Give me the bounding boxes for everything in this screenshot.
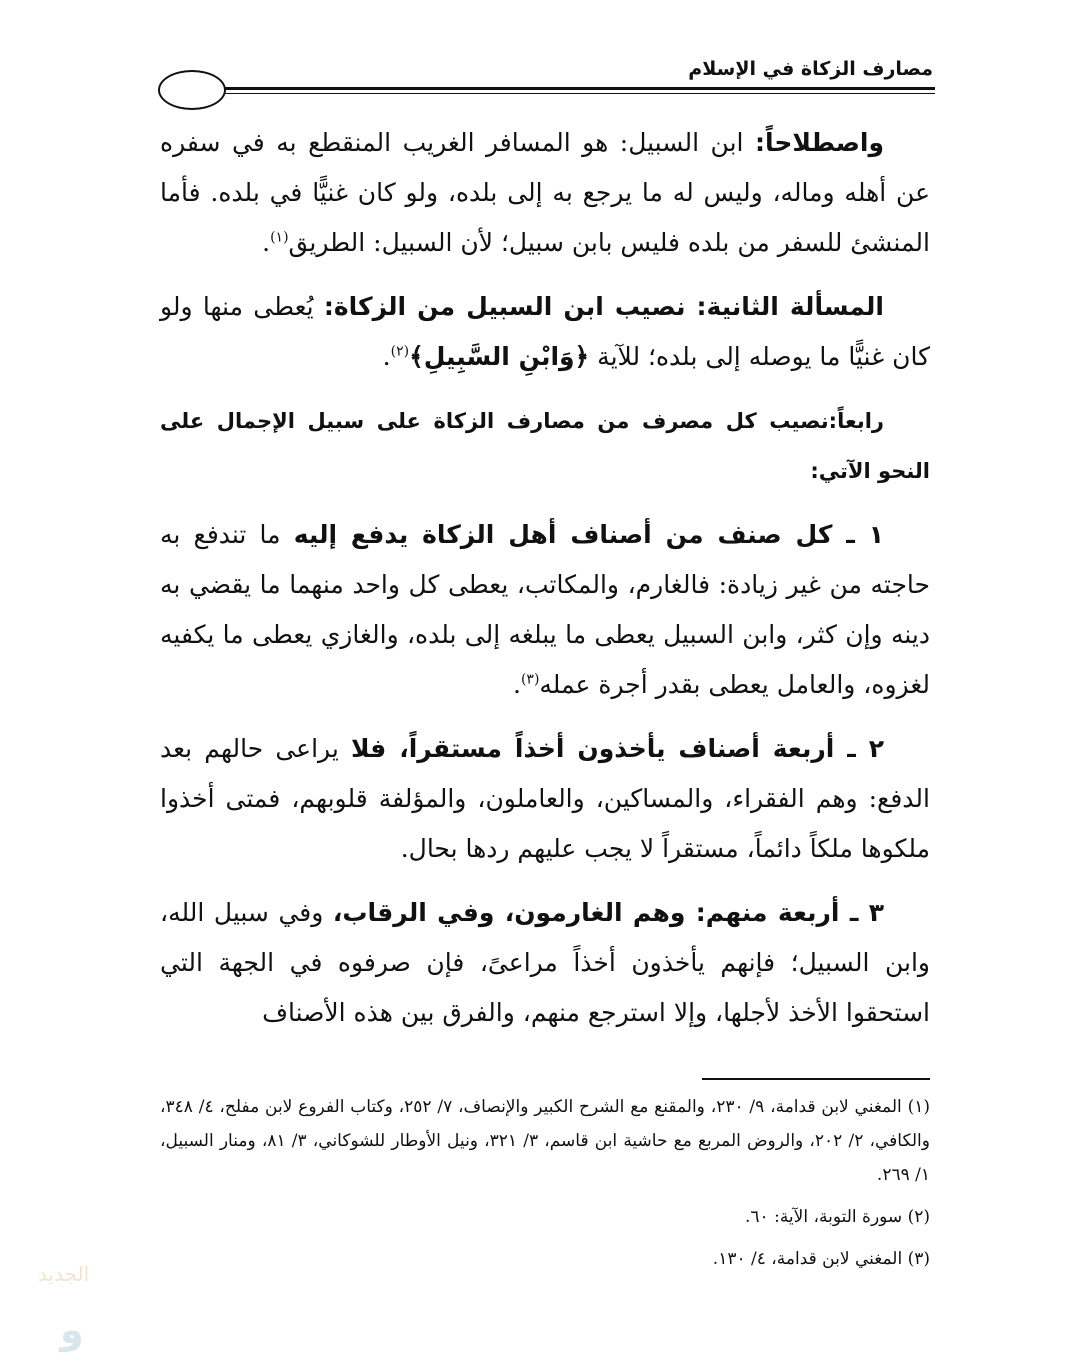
footnote-ref[interactable]: (٢) xyxy=(390,343,410,360)
paragraph-item-one xyxy=(160,510,930,710)
footnotes xyxy=(160,1090,930,1284)
paragraph-item-three xyxy=(160,888,930,1038)
paragraph-issue-two xyxy=(160,282,930,382)
footnote-3: (٣) المغني لابن قدامة، ٤/ ١٣٠. xyxy=(712,1249,930,1269)
paragraph-lead: ١ ـ كل صنف من أصناف أهل الزكاة يدفع إليه xyxy=(293,520,884,549)
paragraph-text: ابن السبيل: هو المسافر الغريب المنقطع به في سفره عن أهله وماله، وليس له ما يرجع به إلى بلده، ولو كان غنيًّا في بلده. فأما المنشئ للسفر من بلده فليس بابن سبيل؛ لأن السبيل: الطريق xyxy=(160,128,930,257)
paragraph-text: ما تندفع به حاجته من غير زيادة: فالغارم، والمكاتب، يعطى كل واحد منهما ما يقضي به دينه وإن كثر، وابن السبيل يعطى ما يبلغه إلى بلده، والغازي يعطى ما يكفيه لغزوه، والعامل يعطى بقدر أجرة عمله xyxy=(160,520,930,699)
footnote-1: (١) المغني لابن قدامة، ٩/ ٢٣٠، والمقنع مع الشرح الكبير والإنصاف، ٧/ ٢٥٢، وكتاب الفروع لابن مفلح، ٤/ ٣٤٨، والكافي، ٢/ ٢٠٢، والروض المربع مع حاشية ابن قاسم، ٣/ ٣٢١، ونيل الأوطار للشوكاني، ٣/ ٨١، ومنار السبيل، ١/ ٢٦٩. xyxy=(160,1097,931,1185)
page-number-oval xyxy=(158,70,226,110)
footnote-separator xyxy=(702,1078,930,1080)
paragraph-definition xyxy=(160,118,930,268)
paragraph-lead: ٢ ـ أربعة أصناف يأخذون أخذاً مستقراً، فلا xyxy=(350,734,884,763)
paragraph-lead: واصطلاحاً: xyxy=(754,128,884,157)
paragraph-lead: ٣ ـ أربعة منهم: وهم الغارمون، وفي الرقاب، xyxy=(332,898,884,927)
paragraph-text: يراعى حالهم بعد الدفع: وهم الفقراء، والمساكين، والعاملون، والمؤلفة قلوبهم، فمتى أخذوا ملكوها ملكاً دائماً، مستقراً لا يجب عليهم ردها بحال. xyxy=(160,734,930,863)
period: . xyxy=(382,342,391,371)
header-rule-thin xyxy=(224,93,935,94)
running-header-title: مصارف الزكاة في الإسلام xyxy=(688,58,933,80)
header-rule-thick xyxy=(224,87,935,90)
footnote-2: (٢) سورة التوبة، الآية: ٦٠. xyxy=(745,1207,930,1227)
paragraph-lead: المسألة الثانية: نصيب ابن السبيل من الزكاة: xyxy=(323,292,884,321)
paragraph-item-two xyxy=(160,724,930,874)
watermark-text: الجديد xyxy=(38,1262,90,1286)
paragraph-text: وفي سبيل الله، وابن السبيل؛ فإنهم يأخذون أخذاً مراعىً، فإن صرفوه في الجهة التي استحقوا الأخذ لأجلها، وإلا استرجع منهم، والفرق بين هذه الأصناف xyxy=(160,898,930,1027)
period: . xyxy=(512,670,521,699)
footnote-ref[interactable]: (١) xyxy=(270,229,289,246)
footnote-ref[interactable]: (٣) xyxy=(520,671,540,688)
period: . xyxy=(262,228,271,257)
section-heading: رابعاً:نصيب كل مصرف من مصارف الزكاة على سبيل الإجمال على النحو الآتي: xyxy=(160,409,930,483)
main-text xyxy=(160,118,930,1052)
quran-verse: ﴿وَابْنِ السَّبِيلِ﴾ xyxy=(409,342,590,371)
publisher-watermark-logo xyxy=(22,1262,162,1366)
paragraph-text: يُعطى منها ولو كان غنيًّا ما يوصله إلى بلده؛ للآية xyxy=(160,292,930,371)
watermark-text: و xyxy=(60,1308,84,1352)
